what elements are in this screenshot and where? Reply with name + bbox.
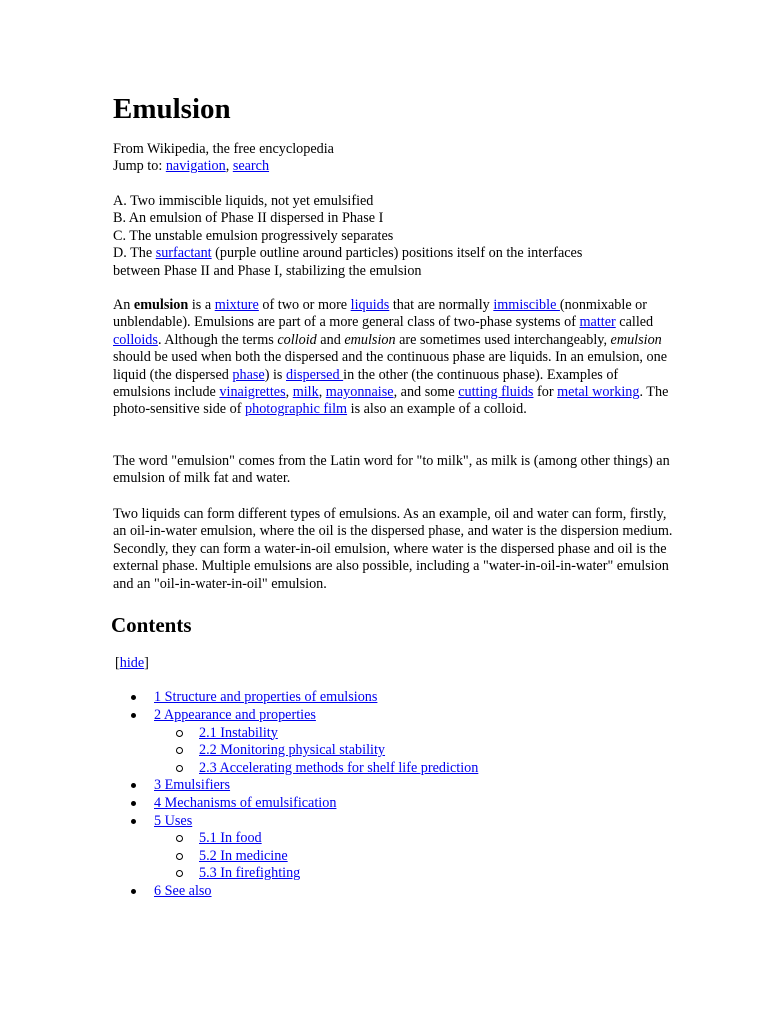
text: (nonmixable or unblendable). Emulsions are part of a more general class of two-phase systems of bbox=[113, 297, 647, 331]
circle-bullet-icon bbox=[176, 747, 183, 754]
text: should be used when both the dispersed and the continuous phase are liquids. In an emulsion, one liquid (the dispersed bbox=[113, 349, 667, 383]
emulsion-bold: emulsion bbox=[133, 297, 189, 313]
toc-link[interactable]: 6 See also bbox=[154, 882, 212, 899]
text: of two or more bbox=[258, 297, 351, 313]
caption-a: A. Two immiscible liquids, not yet emulsified bbox=[113, 193, 374, 209]
text: An bbox=[113, 297, 134, 313]
circle-bullet-icon bbox=[176, 835, 183, 842]
colloids-link[interactable]: colloids bbox=[113, 331, 158, 348]
circle-bullet-icon bbox=[176, 853, 183, 860]
toc-item bbox=[111, 707, 671, 725]
bracket: ] bbox=[144, 655, 149, 671]
caption-d-rest: (purple outline around particles) positions itself on the interfaces bbox=[211, 245, 583, 262]
caption-d-prefix: D. The bbox=[113, 245, 156, 262]
text: , and some bbox=[393, 384, 459, 401]
bracket: [ bbox=[115, 655, 120, 671]
text: , bbox=[318, 384, 326, 401]
jump-separator: , bbox=[225, 158, 233, 175]
caption-b: B. An emulsion of Phase II dispersed in Phase I bbox=[113, 210, 384, 227]
mixture-link[interactable]: mixture bbox=[214, 297, 259, 313]
paragraph-text: Two liquids can form different types of emulsions. As an example, oil and water can form, firstly, an oil-in-water emulsion, where the oil is the dispersed phase, and water is the dispersion medium. Secondly, they can form a water-in-oil emulsion, where water is the dispersed phase and oil is the external phase. Multiple emulsions are also possible, including a "water-in-oil-in-water" emulsion and an "oil-in-water-in-oil" emulsion. bbox=[113, 506, 673, 592]
toc-link[interactable]: 5.2 In medicine bbox=[199, 847, 288, 864]
text: is a bbox=[188, 297, 215, 313]
text: is also an example of a colloid. bbox=[347, 401, 527, 418]
disc-bullet-icon bbox=[131, 783, 136, 788]
toc-link[interactable]: 2.2 Monitoring physical stability bbox=[199, 742, 386, 759]
toc-item bbox=[111, 795, 671, 813]
image-caption bbox=[113, 193, 673, 280]
toc-link[interactable]: 4 Mechanisms of emulsification bbox=[154, 794, 337, 811]
text: for bbox=[533, 384, 558, 401]
caption-d-line2: between Phase II and Phase I, stabilizing the emulsion bbox=[113, 262, 422, 279]
immiscible-link[interactable]: immiscible bbox=[493, 297, 560, 313]
disc-bullet-icon bbox=[131, 889, 136, 894]
intro-paragraph bbox=[113, 297, 673, 419]
jump-search-link[interactable]: search bbox=[232, 158, 270, 175]
dispersed-link[interactable]: dispersed bbox=[285, 366, 344, 383]
caption-d bbox=[113, 245, 673, 280]
vinaigrettes-link[interactable]: vinaigrettes bbox=[219, 384, 286, 401]
toc-list bbox=[111, 689, 671, 900]
emulsion-italic: emulsion bbox=[344, 331, 396, 348]
photographic-film-link[interactable]: photographic film bbox=[245, 401, 348, 418]
toc-link[interactable]: 1 Structure and properties of emulsions bbox=[154, 689, 378, 706]
toc-item bbox=[111, 865, 671, 883]
contents-heading: Contents bbox=[111, 613, 192, 637]
toc-item bbox=[111, 742, 671, 760]
toc-item bbox=[111, 689, 671, 707]
hide-toc-link[interactable]: hide bbox=[119, 655, 145, 671]
toc-link[interactable]: 3 Emulsifiers bbox=[154, 777, 231, 794]
disc-bullet-icon bbox=[131, 801, 136, 806]
etymology-paragraph bbox=[113, 453, 673, 488]
toc-link[interactable]: 5 Uses bbox=[154, 812, 193, 829]
milk-link[interactable]: milk bbox=[292, 384, 319, 401]
paragraph-text: The word "emulsion" comes from the Latin word for "to milk", as milk is (among other things) an emulsion of milk fat and water. bbox=[113, 453, 670, 487]
text: in the other (the continuous phase). Examples of emulsions include bbox=[113, 366, 619, 401]
text: called bbox=[615, 314, 654, 331]
toc-item bbox=[111, 777, 671, 795]
jump-links bbox=[113, 158, 673, 175]
disc-bullet-icon bbox=[131, 713, 136, 718]
text: that are normally bbox=[389, 297, 494, 313]
toc-link[interactable]: 5.3 In firefighting bbox=[199, 865, 301, 882]
text: and bbox=[316, 331, 345, 348]
caption-c: C. The unstable emulsion progressively separates bbox=[113, 227, 394, 244]
surfactant-link[interactable]: surfactant bbox=[155, 245, 212, 262]
cutting-fluids-link[interactable]: cutting fluids bbox=[458, 384, 534, 401]
matter-link[interactable]: matter bbox=[579, 314, 616, 331]
emulsion-italic: emulsion bbox=[610, 331, 662, 348]
circle-bullet-icon bbox=[176, 870, 183, 877]
types-paragraph bbox=[113, 506, 673, 593]
disc-bullet-icon bbox=[131, 819, 136, 824]
tagline: From Wikipedia, the free encyclopedia bbox=[113, 141, 334, 157]
contents-toggle bbox=[111, 655, 671, 672]
article-header bbox=[113, 141, 673, 176]
toc-item bbox=[111, 760, 671, 778]
toc-item bbox=[111, 813, 671, 831]
text: . The photo-sensitive side of bbox=[113, 384, 669, 418]
toc-item bbox=[111, 725, 671, 743]
toc-item bbox=[111, 830, 671, 848]
disc-bullet-icon bbox=[131, 695, 136, 700]
toc-item bbox=[111, 883, 671, 901]
metal-working-link[interactable]: metal working bbox=[557, 384, 640, 401]
toc-item bbox=[111, 848, 671, 866]
page-title: Emulsion bbox=[113, 93, 231, 125]
text: are sometimes used interchangeably, bbox=[395, 331, 611, 348]
text: , bbox=[285, 384, 293, 401]
contents-box bbox=[111, 612, 671, 901]
toc-link[interactable]: 2 Appearance and properties bbox=[154, 707, 316, 723]
toc-link[interactable]: 5.1 In food bbox=[199, 830, 262, 847]
phase-link[interactable]: phase bbox=[232, 366, 265, 383]
colloid-italic: colloid bbox=[277, 331, 317, 348]
liquids-link[interactable]: liquids bbox=[350, 297, 390, 313]
jump-navigation-link[interactable]: navigation bbox=[165, 158, 226, 175]
circle-bullet-icon bbox=[176, 730, 183, 737]
text: ) is bbox=[264, 366, 286, 383]
jump-label: Jump to: bbox=[113, 158, 166, 175]
text: . Although the terms bbox=[157, 331, 278, 348]
circle-bullet-icon bbox=[176, 765, 183, 772]
toc-link[interactable]: 2.1 Instability bbox=[199, 724, 278, 741]
toc-link[interactable]: 2.3 Accelerating methods for shelf life prediction bbox=[199, 759, 479, 776]
mayonnaise-link[interactable]: mayonnaise bbox=[325, 384, 394, 401]
